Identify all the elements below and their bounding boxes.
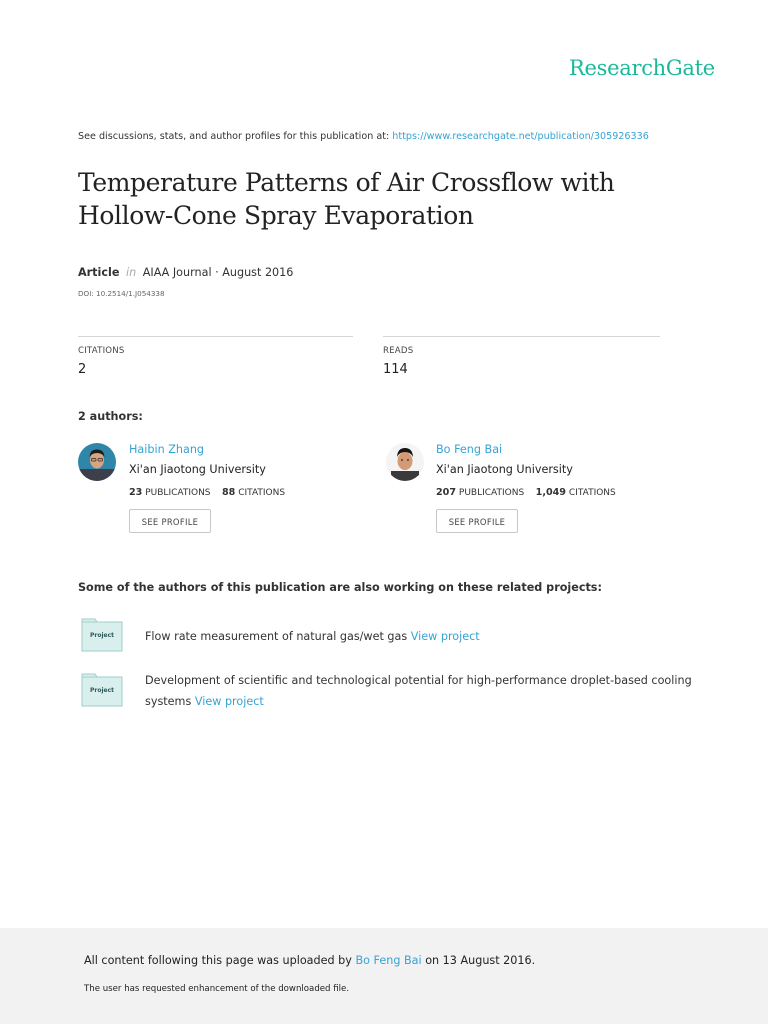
venue: AIAA Journal · August 2016 <box>142 266 294 279</box>
avatar[interactable] <box>78 443 116 481</box>
project-item <box>145 670 705 712</box>
uploader-link[interactable]: Bo Feng Bai <box>355 954 422 967</box>
view-project-link[interactable]: View project <box>194 695 264 708</box>
discussion-notice <box>78 131 649 142</box>
author-photo-icon <box>386 443 424 481</box>
reads-divider <box>383 336 660 337</box>
see-profile-button[interactable]: SEE PROFILE <box>436 509 518 533</box>
author-institution: Xi'an Jiaotong University <box>436 463 573 476</box>
project-folder-label: Project <box>89 632 115 639</box>
project-text: Flow rate measurement of natural gas/wet gas <box>145 630 408 643</box>
doi: DOI: 10.2514/1.J054338 <box>78 289 165 298</box>
citations-count: 1,049 <box>535 487 566 498</box>
see-profile-button[interactable]: SEE PROFILE <box>129 509 211 533</box>
citations-label: CITATIONS <box>78 346 125 356</box>
author-stats <box>129 487 285 498</box>
project-folder-icon <box>81 673 123 707</box>
paper-title-line-2: Hollow-Cone Spray Evaporation <box>78 201 474 230</box>
project-folder-icon <box>81 618 123 652</box>
paper-title <box>78 166 718 232</box>
citations-label: CITATIONS <box>238 488 286 498</box>
project-text: Development of scientific and technological potential for high-performance droplet-based cooling systems <box>145 674 692 708</box>
author-name[interactable]: Bo Feng Bai <box>436 443 503 456</box>
citations-divider <box>78 336 353 337</box>
enhancement-note: The user has requested enhancement of the downloaded file. <box>84 984 350 994</box>
author-stats <box>436 487 616 498</box>
upload-prefix: All content following this page was uploaded by <box>84 954 352 967</box>
author-photo-icon <box>78 443 116 481</box>
projects-heading: Some of the authors of this publication are also working on these related projects: <box>78 581 602 594</box>
view-project-link[interactable]: View project <box>410 630 480 643</box>
authors-heading: 2 authors: <box>78 410 143 423</box>
upload-notice <box>84 954 535 967</box>
in-word: in <box>125 266 137 279</box>
publication-link[interactable]: https://www.researchgate.net/publication/305926336 <box>392 131 649 142</box>
reads-label: READS <box>383 346 414 356</box>
publications-label: PUBLICATIONS <box>458 488 525 498</box>
citations-value: 2 <box>78 362 87 377</box>
paper-meta <box>78 266 293 279</box>
project-folder-label: Project <box>89 687 115 694</box>
upload-suffix: on 13 August 2016. <box>425 954 536 967</box>
author-institution: Xi'an Jiaotong University <box>129 463 266 476</box>
footer <box>0 928 768 1024</box>
paper-title-line-1: Temperature Patterns of Air Crossflow with <box>78 168 615 197</box>
discussion-text: See discussions, stats, and author profiles for this publication at: <box>78 131 390 142</box>
project-item <box>145 626 705 647</box>
publications-count: 207 <box>436 487 457 498</box>
citations-count: 88 <box>221 487 236 498</box>
researchgate-logo[interactable]: ResearchGate <box>569 56 715 80</box>
avatar[interactable] <box>386 443 424 481</box>
publications-label: PUBLICATIONS <box>145 488 211 498</box>
citations-label: CITATIONS <box>568 488 616 498</box>
author-name[interactable]: Haibin Zhang <box>129 443 205 456</box>
article-type: Article <box>78 266 120 279</box>
publications-count: 23 <box>129 487 143 498</box>
reads-value: 114 <box>383 362 408 377</box>
